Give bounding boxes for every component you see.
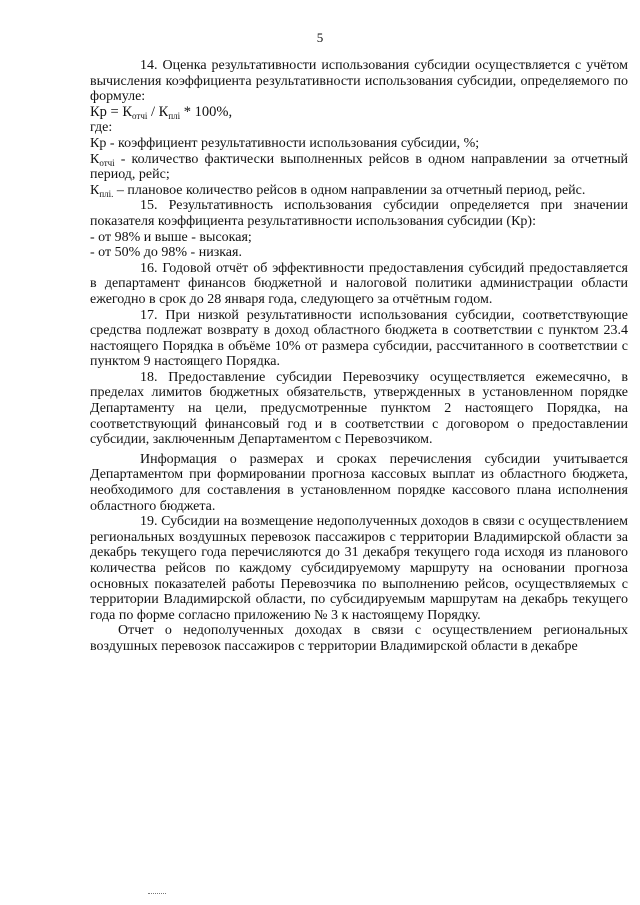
def-otch-symbol: К xyxy=(90,151,100,167)
formula-rhs: * 100%, xyxy=(180,103,233,120)
paragraph-15-high: - от 98% и выше - высокая; xyxy=(90,229,252,245)
formula-sub-pl: плi xyxy=(168,110,181,121)
def-otch-sub: отчi xyxy=(99,157,115,168)
paragraph-19-report: Отчет о недополученных доходах в связи с осуществлением региональных воздушных перевозок пассажиров с территории Владимирской области в декабре xyxy=(90,623,628,654)
paragraph-18: 18. Предоставление субсидии Перевозчику осуществляется ежемесячно, в пределах лимитов бюджетных обязательств, утвержденных в установленном порядке Департаменту на цели, предусмотренные пунктом 2 настоящего Порядка, на соответствующий финансовый год и в соответствии с договором о предоставлении субсидии, заключенным Департаментом с Перевозчиком. xyxy=(90,369,628,448)
formula-lhs: Кр = К xyxy=(90,103,133,120)
paragraph-19: 19. Субсидии на возмещение недополученных доходов в связи с осуществлением региональных воздушных перевозок пассажиров с территории Владимирской области за декабрь текущего года перечисляются до 31 декабря текущего года исходя из планового количества рейсов по каждому субсидируемому маршруту на основании прогноза основных показателей работы Перевозчика по выполнению рейсов, осуществляемых с территории Владимирской области, по субсидируемым маршрутам на декабрь текущего года по форме согласно приложению № 3 к настоящему Порядку. xyxy=(90,514,628,623)
formula-sub-otch: отчi xyxy=(132,110,148,121)
def-otch-text: - количество фактически выполненных рейсов в одном направлении за отчетный период, рейс; xyxy=(90,151,628,183)
page-number: 5 xyxy=(316,30,324,45)
paragraph-18-info: Информация о размерах и сроках перечисления субсидии учитывается Департаментом при формировании прогноза кассовых выплат из областного бюджета, необходимого для составления в установленном порядке кассового плана исполнения областного бюджета. xyxy=(90,451,628,514)
paragraph-15-low: - от 50% до 98% - низкая. xyxy=(90,245,242,261)
def-pl-text: – плановое количество рейсов в одном направлении за отчетный период, рейс. xyxy=(113,182,586,198)
def-pl-symbol: К xyxy=(90,182,100,198)
definition-k-pl xyxy=(90,183,628,199)
paragraph-16: 16. Годовой отчёт об эффективности предоставления субсидий предоставляется в департамент финансов бюджетной и налоговой политики администрации области ежегодно в срок до 28 января года, следующего за отчётным годом. xyxy=(90,260,628,307)
definition-kr: Кр - коэффициент результативности использования субсидии, %; xyxy=(90,135,480,151)
paragraph-14: 14. Оценка результативности использования субсидии осуществляется с учётом вычисления коэффициента результативности использования субсидии, определяемого по формуле: xyxy=(90,58,628,105)
scan-artifact-mark xyxy=(148,893,166,895)
formula-mid: / К xyxy=(147,103,169,120)
where-label: где: xyxy=(90,120,113,136)
formula xyxy=(90,105,628,121)
paragraph-15: 15. Результативность использования субсидии определяется при значении показателя коэффициента результативности использования субсидии (Кр): xyxy=(90,198,628,229)
def-pl-sub: плi. xyxy=(99,188,114,199)
definition-k-otch xyxy=(90,152,628,183)
paragraph-17: 17. При низкой результативности использования субсидии, соответствующие средства подлежат возврату в доход областного бюджета в соответствии с пунктом 23.4 настоящего Порядка в объёме 10% от размера субсидии, рассчитанного в соответствии с пунктом 9 настоящего Порядка. xyxy=(90,307,628,370)
document-body xyxy=(90,58,628,655)
